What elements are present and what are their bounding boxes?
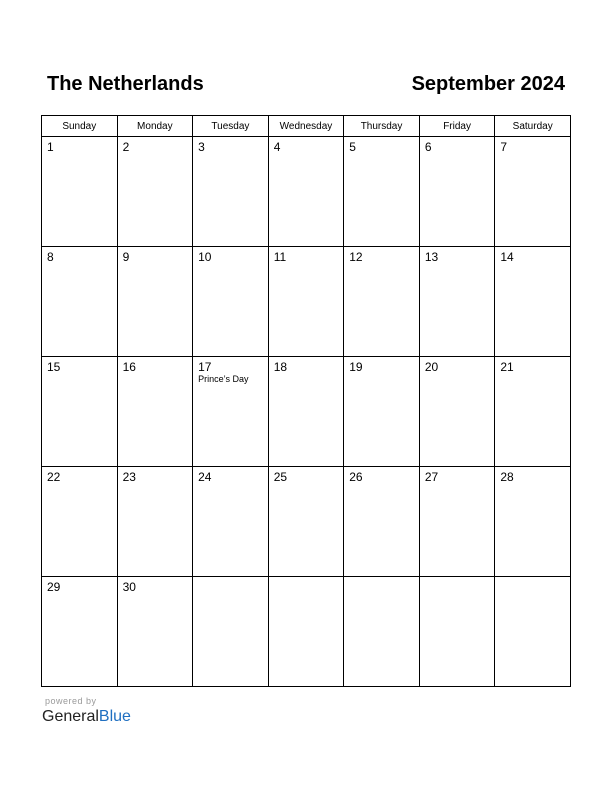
day-cell — [42, 467, 118, 577]
day-cell — [419, 247, 495, 357]
day-number: 14 — [500, 250, 514, 264]
day-cell — [193, 357, 269, 467]
day-number — [193, 577, 268, 580]
powered-by-label: powered by — [45, 696, 97, 706]
day-cell — [193, 137, 269, 247]
day-cell — [344, 247, 420, 357]
country-title: The Netherlands — [47, 73, 204, 95]
day-number: 7 — [500, 140, 508, 154]
day-number: 6 — [424, 140, 432, 154]
day-cell — [495, 247, 571, 357]
day-number: 19 — [349, 360, 363, 374]
day-number: 20 — [424, 360, 439, 374]
weekday-thursday: Thursday — [344, 116, 420, 137]
day-number: 28 — [500, 470, 514, 484]
day-number: 9 — [122, 250, 130, 264]
day-cell — [117, 577, 193, 687]
week-row — [42, 467, 571, 577]
day-number: 4 — [273, 140, 281, 154]
day-cell — [193, 467, 269, 577]
day-cell — [495, 357, 571, 467]
weekday-friday: Friday — [419, 116, 495, 137]
day-cell — [117, 247, 193, 357]
day-cell — [344, 137, 420, 247]
week-row — [42, 137, 571, 247]
weekday-header-row — [42, 116, 571, 137]
week-row — [42, 247, 571, 357]
day-number: 13 — [424, 250, 439, 264]
day-number: 16 — [122, 360, 136, 374]
day-cell — [344, 467, 420, 577]
day-number: 24 — [198, 470, 212, 484]
day-cell — [42, 577, 118, 687]
day-number: 23 — [122, 470, 136, 484]
weekday-monday: Monday — [117, 116, 193, 137]
weekday-tuesday: Tuesday — [193, 116, 269, 137]
day-cell — [344, 357, 420, 467]
day-number: 30 — [122, 580, 136, 594]
weekday-sunday: Sunday — [42, 116, 118, 137]
day-cell — [268, 137, 344, 247]
day-number — [269, 577, 344, 580]
day-number: 15 — [47, 360, 61, 374]
calendar-grid — [41, 115, 571, 687]
day-number: 25 — [273, 470, 288, 484]
weekday-wednesday: Wednesday — [268, 116, 344, 137]
day-number: 11 — [273, 250, 287, 264]
day-number: 29 — [47, 580, 61, 594]
month-year-title: September 2024 — [411, 73, 565, 95]
day-cell — [268, 577, 344, 687]
day-number: 18 — [273, 360, 288, 374]
weekday-saturday: Saturday — [495, 116, 571, 137]
day-number: 12 — [349, 250, 363, 264]
day-number — [420, 577, 495, 580]
day-cell — [42, 357, 118, 467]
day-cell — [42, 137, 118, 247]
day-cell — [117, 357, 193, 467]
day-number: 5 — [349, 140, 356, 154]
day-cell — [419, 467, 495, 577]
day-number: 21 — [500, 360, 514, 374]
day-cell — [495, 577, 571, 687]
day-cell — [419, 357, 495, 467]
day-cell — [117, 137, 193, 247]
day-number: 8 — [47, 250, 54, 264]
day-number: 10 — [198, 250, 212, 264]
day-cell — [268, 247, 344, 357]
day-cell — [419, 137, 495, 247]
day-cell — [42, 247, 118, 357]
brand-logo[interactable] — [42, 707, 131, 727]
day-number: 17 — [198, 360, 212, 374]
day-number: 3 — [198, 140, 205, 154]
brand-general-text: General — [42, 708, 99, 725]
day-cell — [193, 577, 269, 687]
week-row — [42, 577, 571, 687]
day-cell — [495, 467, 571, 577]
day-cell — [344, 577, 420, 687]
day-cell — [117, 467, 193, 577]
day-cell — [419, 577, 495, 687]
day-cell — [268, 467, 344, 577]
day-number: 22 — [47, 470, 61, 484]
day-number: 26 — [349, 470, 363, 484]
brand-blue-text: Blue — [98, 708, 131, 725]
holiday-label: Prince’s Day — [198, 374, 249, 384]
day-number — [344, 577, 419, 580]
day-cell — [193, 247, 269, 357]
week-row — [42, 357, 571, 467]
day-number: 27 — [424, 470, 439, 484]
day-cell — [495, 137, 571, 247]
day-number: 2 — [122, 140, 130, 154]
day-cell — [268, 357, 344, 467]
day-number — [495, 577, 570, 580]
day-number: 1 — [47, 140, 54, 154]
